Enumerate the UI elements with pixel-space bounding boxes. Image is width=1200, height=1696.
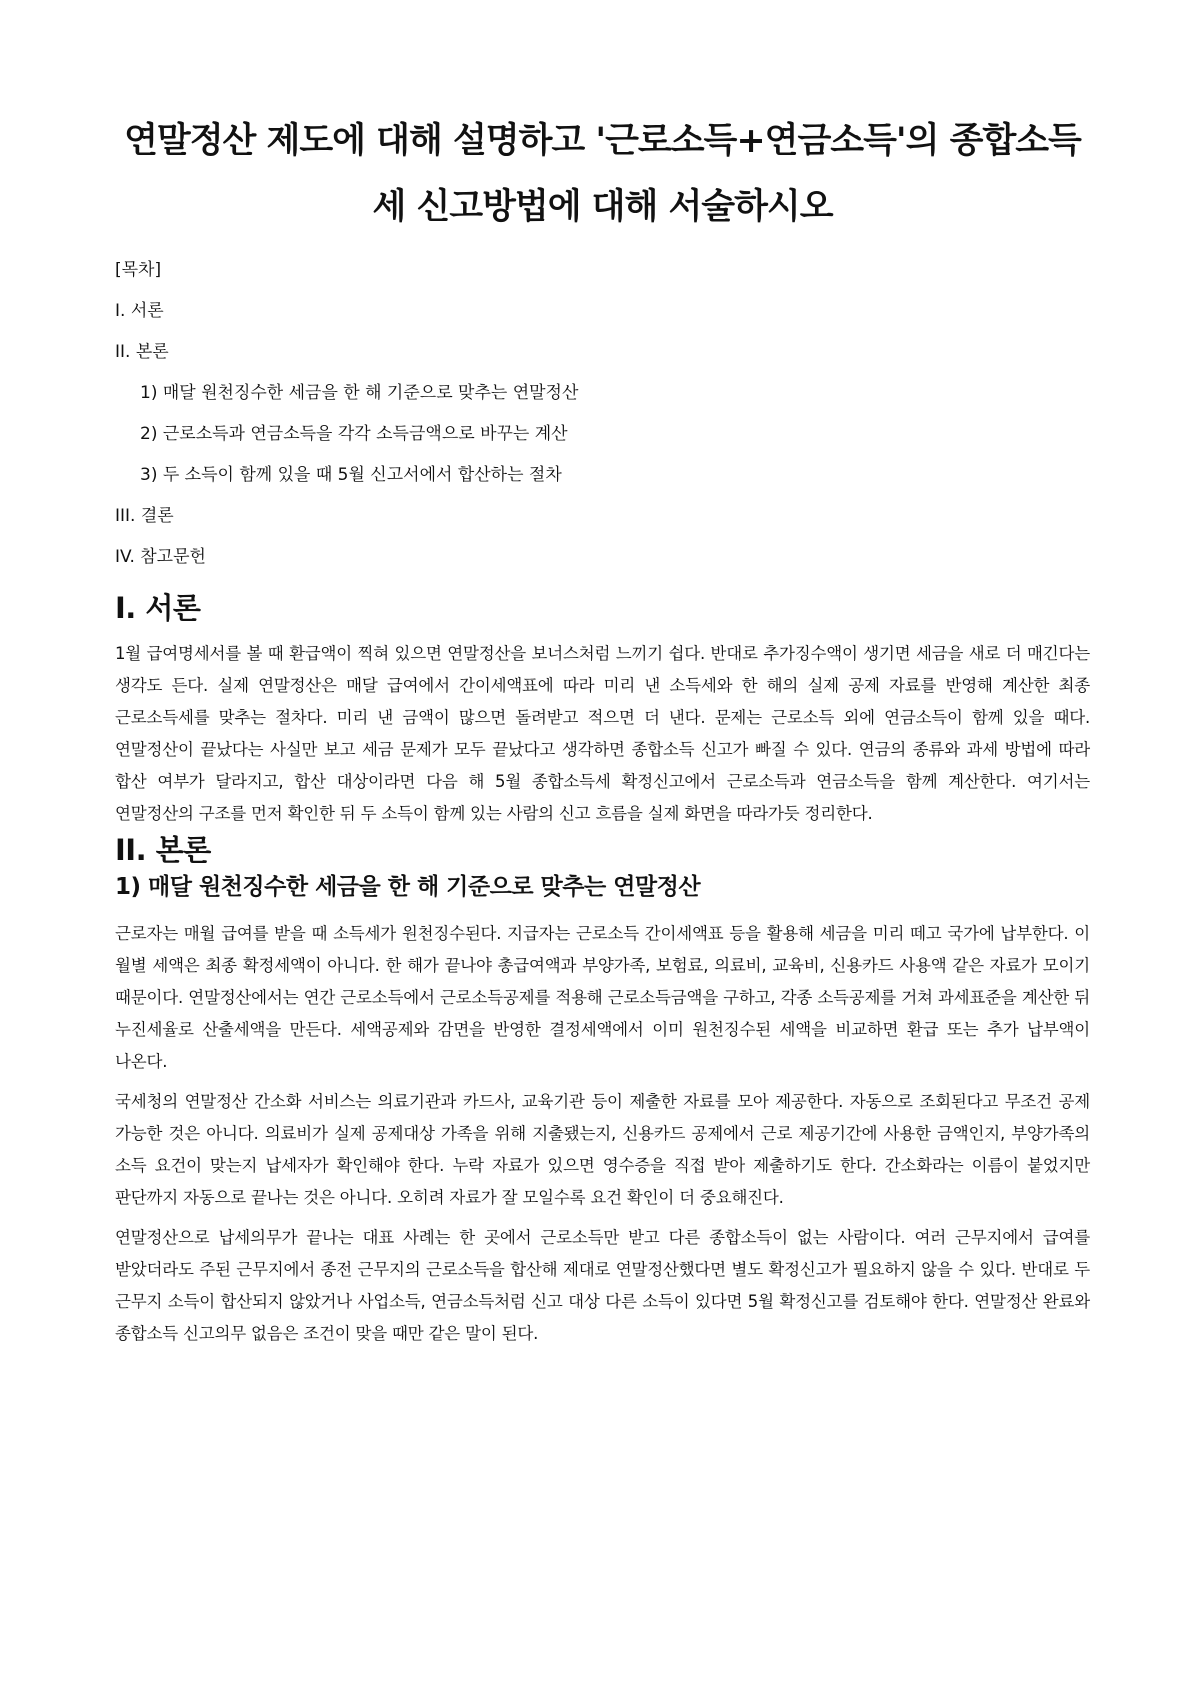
section-heading-introduction: I. 서론 (115, 591, 201, 625)
body-paragraph-3: 연말정산으로 납세의무가 끝나는 대표 사례는 한 곳에서 근로소득만 받고 다른 종합소득이 없는 사람이다. 여러 근무지에서 급여를 받았더라도 주된 근무지에서 종전 근무지의 근로소득을 합산해 제대로 연말정산했다면 별도 확정신고가 필요하지 않을 수 있다. 반대로 두 근무지 소득이 합산되지 않았거나 사업소득, 연금소득처럼 신고 대상 다른 소득이 있다면 5월 확정신고를 검토해야 한다. 연말정산 완료와 종합소득 신고의무 없음은 조건이 맞을 때만 같은 말이 된다. (115, 1228, 1090, 1343)
toc-item-introduction: I. 서론 (115, 301, 164, 321)
document-title: 연말정산 제도에 대해 설명하고 '근로소득+연금소득'의 종합소득세 신고방법에 대해 서술하시오 (124, 121, 1081, 227)
toc-item-conclusion: III. 결론 (115, 506, 174, 526)
body-paragraph-2: 국세청의 연말정산 간소화 서비스는 의료기관과 카드사, 교육기관 등이 제출한 자료를 모아 제공한다. 자동으로 조회된다고 무조건 공제 가능한 것은 아니다. 의료비가 실제 공제대상 가족을 위해 지출됐는지, 신용카드 공제에서 근로 제공기간에 사용한 금액인지, 부양가족의 소득 요건이 맞는지 납세자가 확인해야 한다. 누락 자료가 있으면 영수증을 직접 받아 제출하기도 한다. 간소화라는 이름이 붙었지만 판단까지 자동으로 끝나는 것은 아니다. 오히려 자료가 잘 모일수록 요건 확인이 더 중요해진다. (115, 1092, 1090, 1207)
body-paragraph-1: 근로자는 매월 급여를 받을 때 소득세가 원천징수된다. 지급자는 근로소득 간이세액표 등을 활용해 세금을 미리 떼고 국가에 납부한다. 이 월별 세액은 최종 확정세액이 아니다. 한 해가 끝나야 총급여액과 부양가족, 보험료, 의료비, 교육비, 신용카드 사용액 같은 자료가 모이기 때문이다. 연말정산에서는 연간 근로소득에서 근로소득공제를 적용해 근로소득금액을 구하고, 각종 소득공제를 거쳐 과세표준을 계산한 뒤 누진세율로 산출세액을 만든다. 세액공제와 감면을 반영한 결정세액에서 이미 원천징수된 세액을 비교하면 환급 또는 추가 납부액이 나온다. (115, 924, 1090, 1071)
toc-item-references: IV. 참고문헌 (115, 547, 206, 567)
toc-heading: [목차] (115, 260, 162, 280)
subsection-heading-1: 1) 매달 원천징수한 세금을 한 해 기준으로 맞추는 연말정산 (115, 874, 701, 900)
toc-subitem-3: 3) 두 소득이 함께 있을 때 5월 신고서에서 합산하는 절차 (140, 465, 562, 485)
document-page (115, 108, 1090, 1350)
introduction-paragraph: 1월 급여명세서를 볼 때 환급액이 찍혀 있으면 연말정산을 보너스처럼 느끼기 쉽다. 반대로 추가징수액이 생기면 세금을 새로 더 매긴다는 생각도 든다. 실제 연말정산은 매달 급여에서 간이세액표에 따라 미리 낸 소득세와 한 해의 실제 공제 자료를 반영해 계산한 최종 근로소득세를 맞추는 절차다. 미리 낸 금액이 많으면 돌려받고 적으면 더 낸다. 문제는 근로소득 외에 연금소득이 함께 있을 때다. 연말정산이 끝났다는 사실만 보고 세금 문제가 모두 끝났다고 생각하면 종합소득 신고가 빠질 수 있다. 연금의 종류와 과세 방법에 따라 합산 여부가 달라지고, 합산 대상이라면 다음 해 5월 종합소득세 확정신고에서 근로소득과 연금소득을 함께 계산한다. 여기서는 연말정산의 구조를 먼저 확인한 뒤 두 소득이 함께 있는 사람의 신고 흐름을 실제 화면을 따라가듯 정리한다. (115, 644, 1090, 823)
table-of-contents (115, 260, 1090, 567)
toc-item-body: II. 본론 (115, 342, 169, 362)
toc-subitem-2: 2) 근로소득과 연금소득을 각각 소득금액으로 바꾸는 계산 (140, 424, 568, 444)
section-heading-body: II. 본론 (115, 833, 211, 867)
toc-subitem-1: 1) 매달 원천징수한 세금을 한 해 기준으로 맞추는 연말정산 (140, 383, 579, 403)
